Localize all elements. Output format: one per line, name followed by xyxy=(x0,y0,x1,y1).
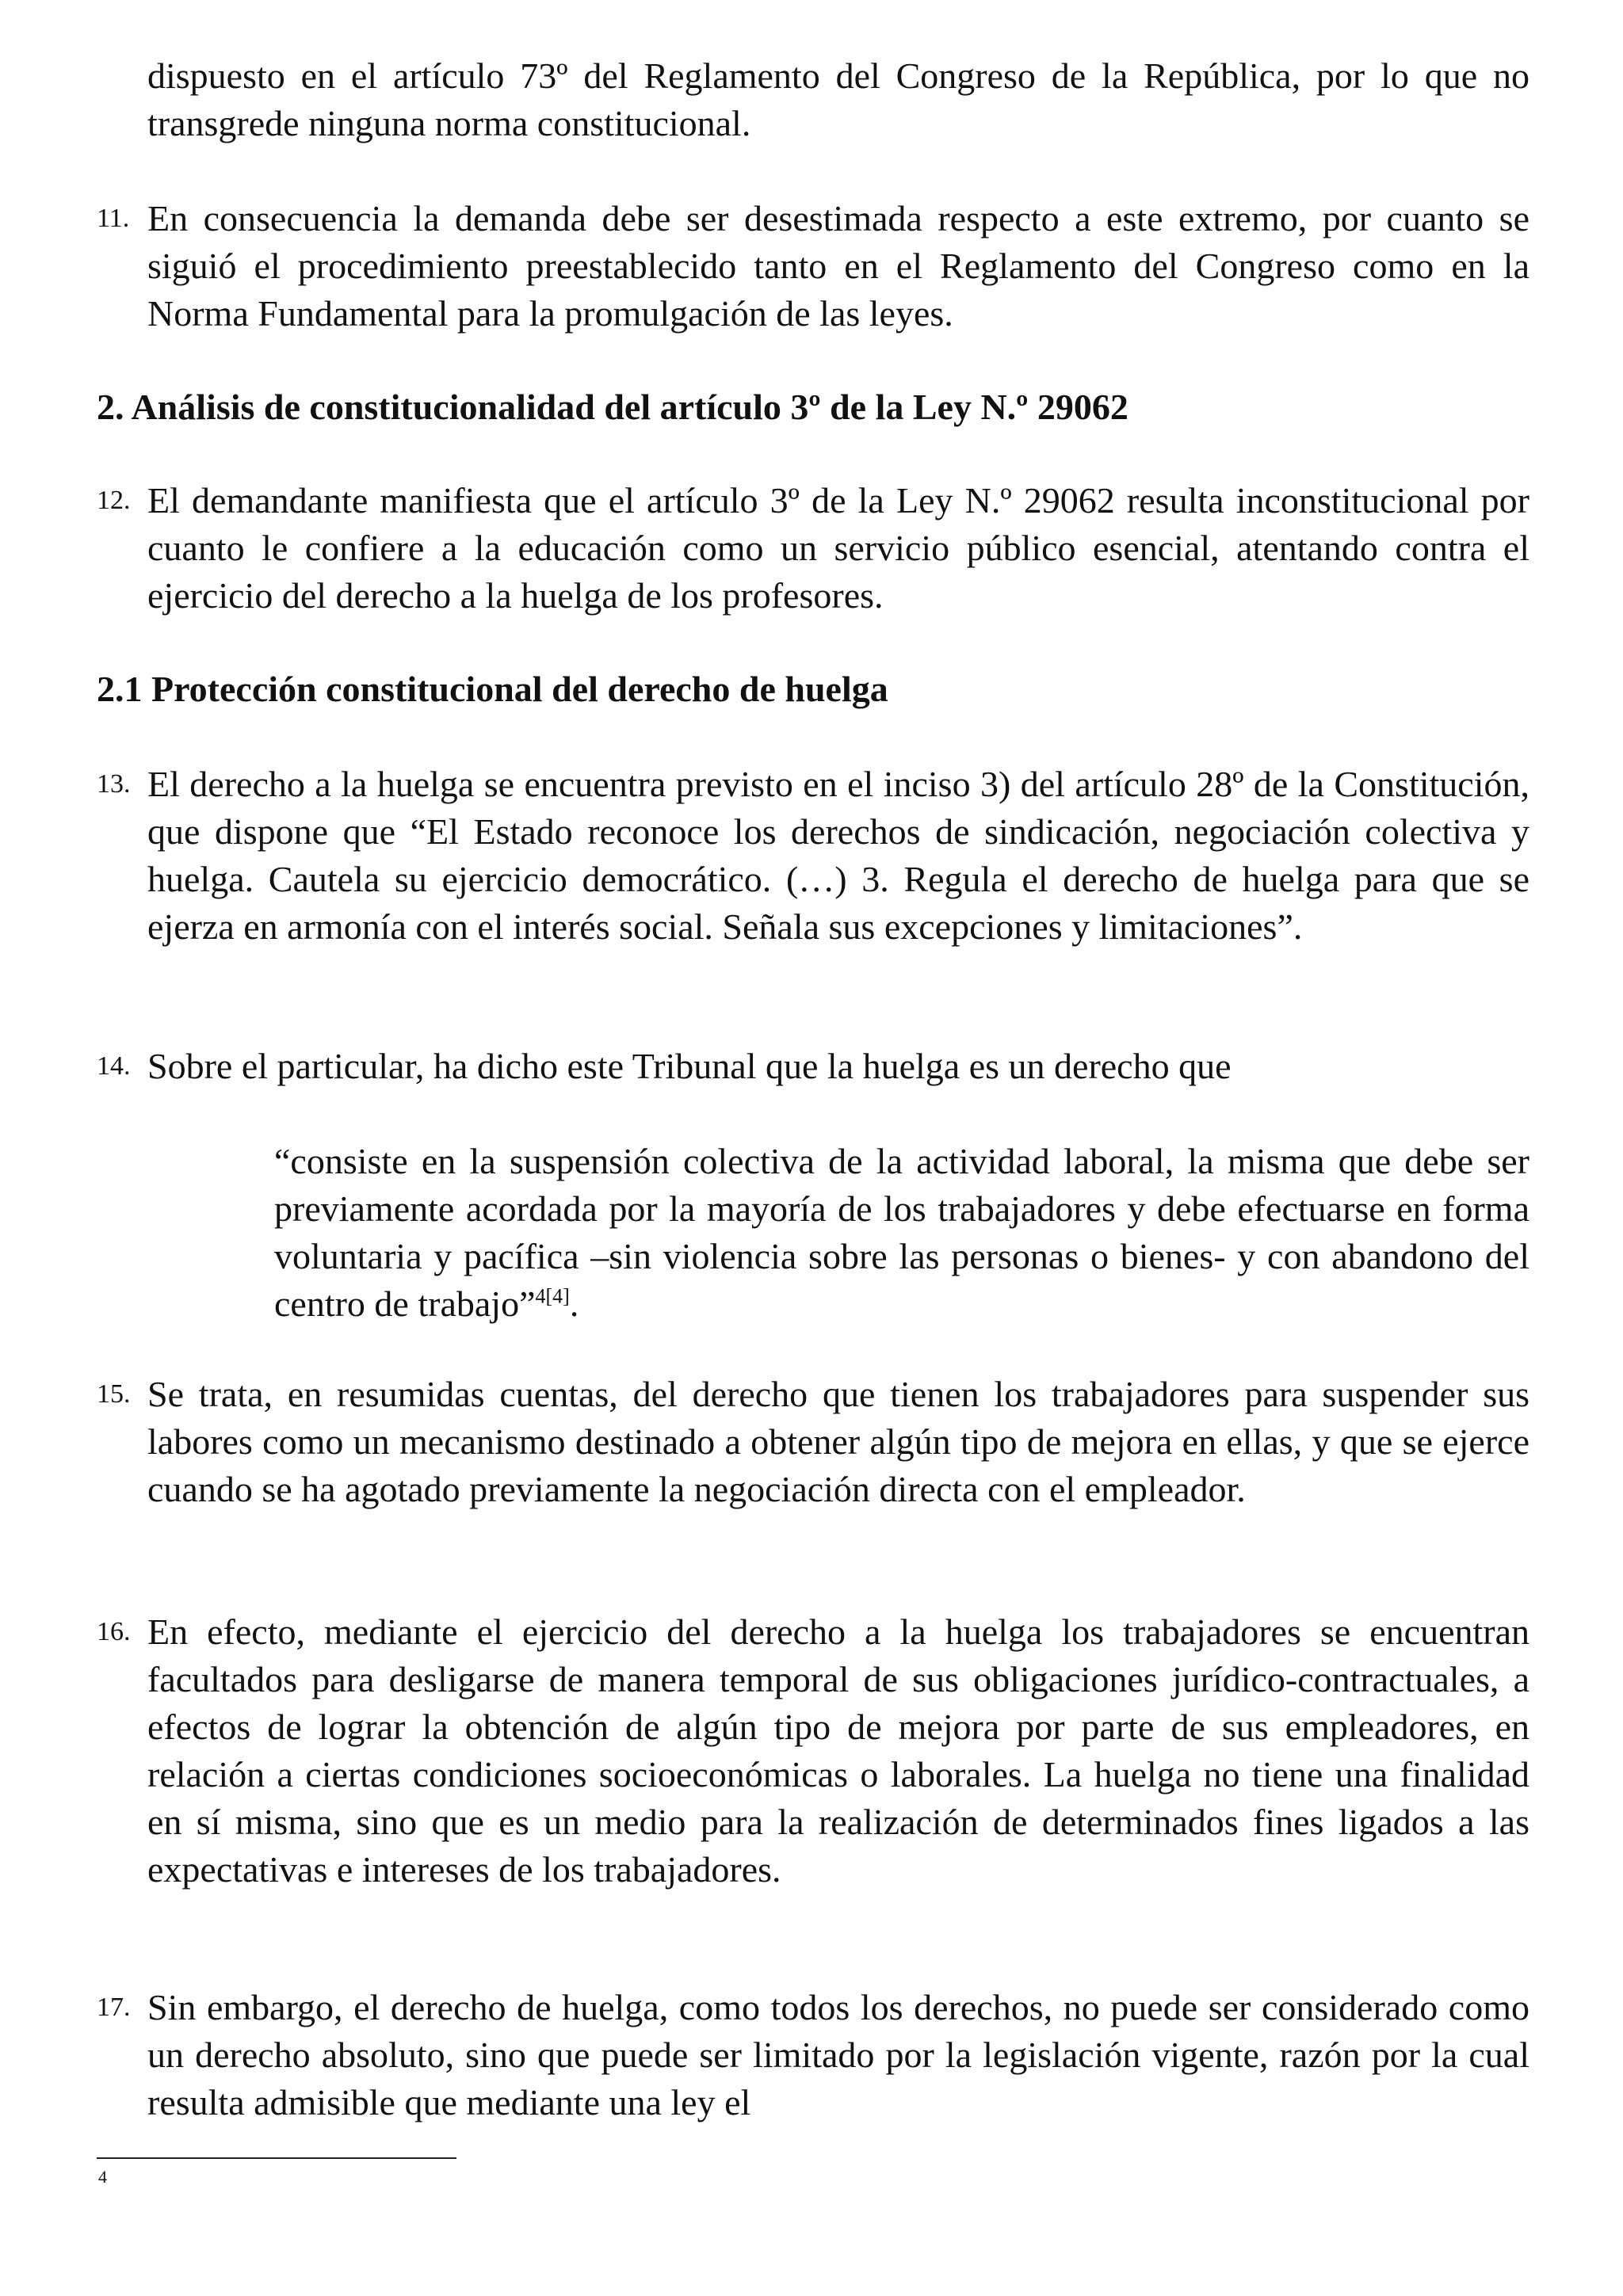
paragraph-number: 17. xyxy=(97,1993,131,2022)
section-heading-2-1: 2.1 Protección constitucional del derecho de huelga xyxy=(97,669,888,709)
paragraph-number: 12. xyxy=(97,486,131,515)
paragraph-text: En efecto, mediante el ejercicio del derecho a la huelga los trabajadores se encuentran facultados para desligarse de manera temporal de sus obligaciones jurídico-contractuales, a efectos de lograr la obtención de algún tipo de mejora por parte de sus empleadores, en relación a ciertas condiciones socioeconómicas o laborales. La huelga no tiene una finalidad en sí misma, sino que es un medio para la realización de determinados fines ligados a las expectativas e intereses de los trabajadores. xyxy=(147,1611,1529,1890)
block-quote xyxy=(274,1138,1529,1328)
paragraph-16 xyxy=(97,1608,1529,1894)
paragraph-10-continuation xyxy=(147,52,1529,147)
paragraph-text: Sobre el particular, ha dicho este Tribunal que la huelga es un derecho que xyxy=(147,1046,1232,1086)
paragraph-number: 15. xyxy=(97,1379,131,1409)
paragraph-12 xyxy=(97,477,1529,620)
footnote-divider xyxy=(97,2157,456,2159)
footnote-number: 4 xyxy=(98,2167,107,2187)
paragraph-number: 16. xyxy=(97,1617,131,1646)
paragraph-13 xyxy=(97,761,1529,951)
paragraph-14 xyxy=(97,1043,1529,1090)
paragraph-number: 13. xyxy=(97,769,131,799)
paragraph-number: 11. xyxy=(97,204,130,233)
quote-end-punctuation: . xyxy=(569,1283,579,1324)
quote-text: “consiste en la suspensión colectiva de la actividad laboral, la misma que debe ser previamente acordada por la mayoría de los trabajadores y debe efectuarse en forma voluntaria y pacífica –sin violencia sobre las personas o bienes- y con abandono del centro de trabajo” xyxy=(274,1141,1529,1324)
section-heading-2: 2. Análisis de constitucionalidad del artículo 3º de la Ley N.º 29062 xyxy=(97,387,1128,427)
paragraph-text: En consecuencia la demanda debe ser desestimada respecto a este extremo, por cuanto se siguió el procedimiento preestablecido tanto en el Reglamento del Congreso como en la Norma Fundamental para la promulgación de las leyes. xyxy=(147,198,1529,334)
paragraph-text: Se trata, en resumidas cuentas, del derecho que tienen los trabajadores para suspender sus labores como un mecanismo destinado a obtener algún tipo de mejora en ellas, y que se ejerce cuando se ha agotado previamente la negociación directa con el empleador. xyxy=(147,1374,1529,1509)
paragraph-17 xyxy=(97,1984,1529,2126)
paragraph-15 xyxy=(97,1371,1529,1513)
paragraph-11 xyxy=(97,195,1529,338)
paragraph-text: dispuesto en el artículo 73º del Reglamento del Congreso de la República, por lo que no transgrede ninguna norma constitucional. xyxy=(147,55,1529,143)
paragraph-number: 14. xyxy=(97,1051,131,1081)
footnote-reference[interactable]: 4[4] xyxy=(535,1284,570,1308)
paragraph-text: El derecho a la huelga se encuentra previsto en el inciso 3) del artículo 28º de la Constitución, que dispone que “El Estado reconoce los derechos de sindicación, negociación colectiva y huelga. Cautela su ejercicio democrático. (…) 3. Regula el derecho de huelga para que se ejerza en armonía con el interés social. Señala sus excepciones y limitaciones”. xyxy=(147,764,1529,947)
paragraph-text: Sin embargo, el derecho de huelga, como todos los derechos, no puede ser considerado como un derecho absoluto, sino que puede ser limitado por la legislación vigente, razón por la cual resulta admisible que mediante una ley el xyxy=(147,1987,1529,2122)
paragraph-text: El demandante manifiesta que el artículo 3º de la Ley N.º 29062 resulta inconstitucional por cuanto le confiere a la educación como un servicio público esencial, atentando contra el ejercicio del derecho a la huelga de los profesores. xyxy=(147,480,1529,616)
